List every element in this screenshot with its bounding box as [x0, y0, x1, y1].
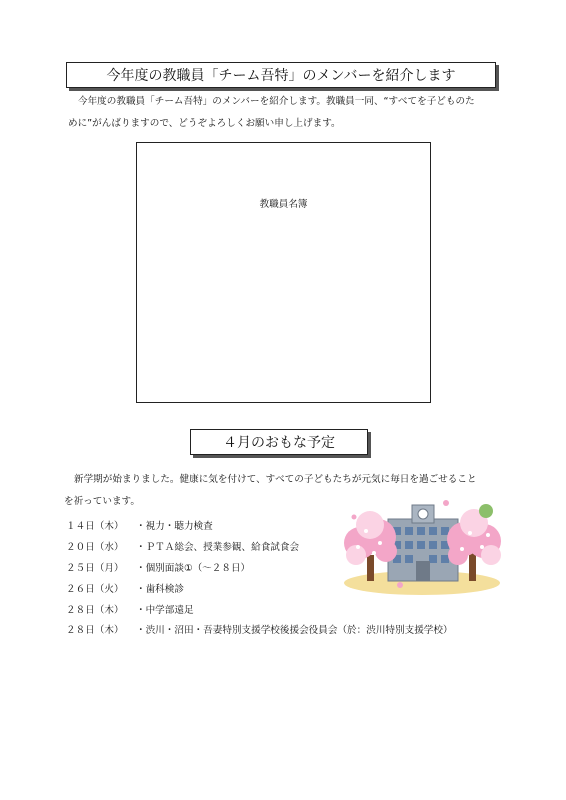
section-heading-april — [190, 429, 368, 455]
schedule-event: ・渋川・沼田・吾妻特別支援学校後援会役員会（於：渋川特別支援学校） — [136, 625, 453, 637]
school-cherry-blossom-icon — [336, 497, 508, 597]
schedule-date: １４日（木） — [66, 521, 124, 533]
schedule-date: ２８日（木） — [66, 604, 124, 616]
schedule-event: ・視力・聴力検査 — [136, 521, 213, 533]
schedule-date: ２６日（火） — [66, 583, 124, 595]
section-heading-april-text: ４月のおもな予定 — [223, 435, 335, 451]
staff-intro-line-2: めに”がんばりますので、どうぞよろしくお願い申し上げます。 — [68, 118, 341, 129]
schedule-row — [66, 619, 526, 640]
schedule-row — [66, 598, 526, 619]
schedule-event: ・歯科検診 — [136, 583, 184, 595]
april-intro-line-1: 新学期が始まりました。健康に気を付けて、すべての子どもたちが元気に毎日を過ごせること — [74, 474, 477, 485]
staff-intro-line-1: 今年度の教職員「チーム吾特」のメンバーを紹介します。教職員一同、“すべてを子どものた — [78, 96, 475, 107]
staff-roster-box — [136, 142, 431, 403]
staff-intro-paragraph — [68, 91, 508, 135]
schedule-event: ・中学部遠足 — [136, 604, 194, 616]
section-heading-staff-text: 今年度の教職員「チーム吾特」のメンバーを紹介します — [106, 68, 456, 84]
schedule-date: ２５日（月） — [66, 562, 124, 574]
april-intro-line-2: を祈っています。 — [64, 496, 140, 507]
section-heading-staff — [66, 62, 496, 88]
schedule-date: ２０日（水） — [66, 542, 124, 554]
staff-roster-label: 教職員名簿 — [259, 199, 308, 210]
schedule-event: ・ＰＴＡ総会、授業参観、給食試食会 — [136, 542, 300, 554]
schedule-event: ・個別面談①（～２８日） — [136, 562, 251, 574]
schedule-date: ２８日（木） — [66, 625, 124, 637]
